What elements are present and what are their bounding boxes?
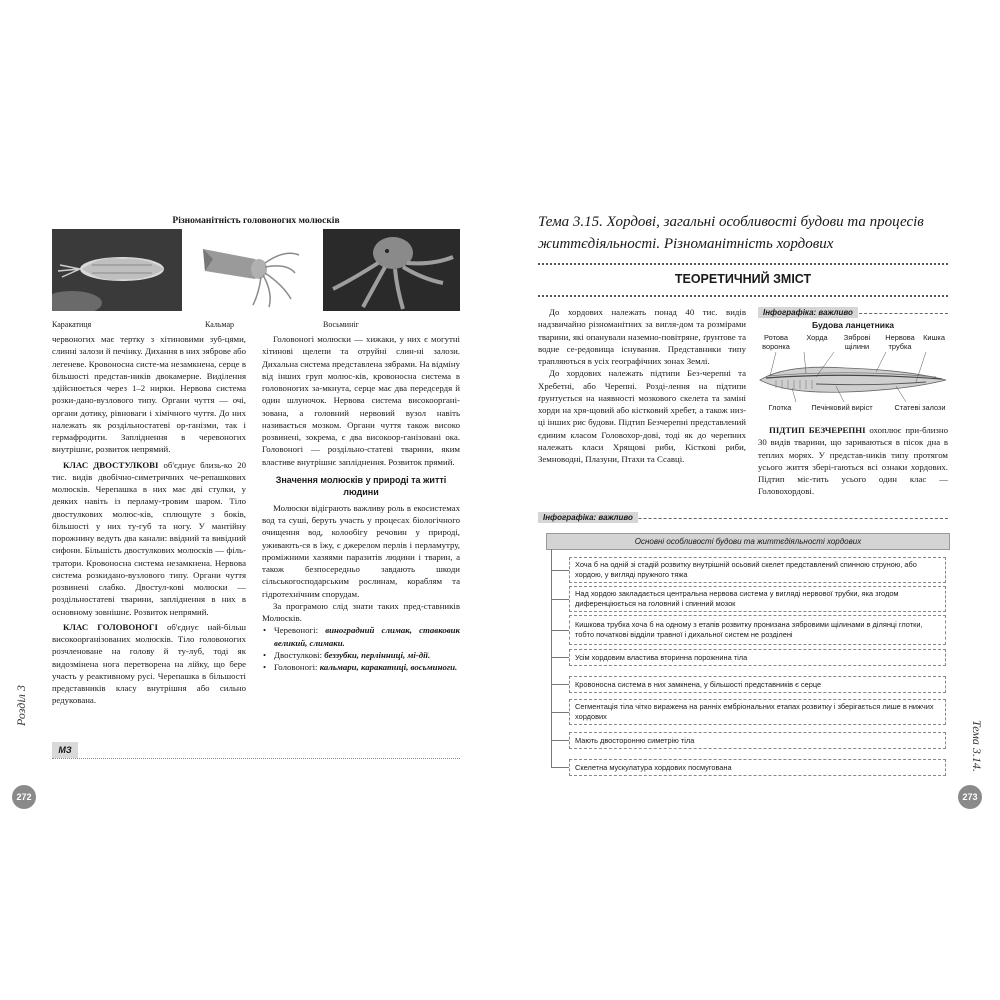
cephalopod-paragraph <box>52 621 246 707</box>
connector-arrow <box>551 740 569 741</box>
caption-octopus: Восьминіг <box>323 320 359 329</box>
feature-box <box>569 759 946 776</box>
bivalve-class-title: КЛАС ДВОСТУЛКОВІ <box>63 459 159 470</box>
feature-text: Сегментація тіла чітко виражена на ранніх ембріональних етапах розвитку і зберігається лише в нижчих хордових <box>575 702 934 721</box>
label-hepatic-outgrowth: Печінковий виріст <box>811 403 873 412</box>
cuttlefish-photo <box>52 229 182 311</box>
feature-box <box>569 676 946 693</box>
feature-text: Хоча б на одній зі стадій розвитку внутрішній осьовий скелет представлений спинною струною, або хордою, у вигляді пружного тяжа <box>575 560 917 579</box>
label-nerve-tube: Нервова трубка <box>885 333 915 351</box>
feature-box <box>569 649 946 666</box>
connector-arrow <box>551 570 569 571</box>
feature-text: Усім хордовим властива вторинна порожнина тіла <box>575 652 748 662</box>
feature-box <box>569 615 946 645</box>
lancelet-illustration <box>756 352 950 409</box>
bivalve-class-text: об'єднує близь-ко 20 тис. видів двобічно-симетричних че-репашкових молюсків. Черепашка в них має дві стулки, у деяких навіть із перламу-тровим шаром. Тіло двостулкових молюс-ків, сплющуте з боків, більшості у них ту-губ та ногу. У мантійну порожнину ведуть два канали: ввідний та вивідний сифони. Більшість двостулкових молюсків — філь-тратори. Кровоносна система незамкнена. Нервова система розкидано-вузлового типу. Органи чуття розвинені слабко. Двостул-кові молюски — роздільностатеві тварини, запліднення в них в основному зовнішнє. Розвиток непрямий. <box>52 459 246 617</box>
feature-box <box>569 699 946 725</box>
rep-label: Головоногі: <box>274 662 320 672</box>
cephalopod-details: Головоногі молюски — хижаки, у них є могутні хітинові щелепи та отруйні слин-ні залози. Дихальна система представлена зябрами. На відміну від інших груп молюс-ків, кровоносна система в головоногих за-мкнута, серце має два передсердя й один шлуночок. Нервова система високоорганi-зована, а головний нервовий вузол навіть називається мозком. Органи чуття також високо розвинені, зокрема, є два високоор-ганізовані ока. Головоногі — роздільно-статеві тварини, яким властиве внутрішнє запліднення. Розвиток прямий. <box>262 334 460 467</box>
topic-side-label <box>969 720 984 772</box>
subphylum-text <box>758 424 948 498</box>
octopus-illustration <box>323 229 460 311</box>
octopus-photo <box>323 229 460 311</box>
cephalopod-class-title: КЛАС ГОЛОВОНОГІ <box>63 621 158 632</box>
rep-label: Двостулкові: <box>274 649 325 660</box>
text-column-1 <box>52 333 246 707</box>
lancelet-title: Будова ланцетника <box>812 320 894 330</box>
section-side-label <box>14 685 29 726</box>
feature-text: Мають двосторонню симетрію тіла <box>575 735 695 745</box>
feature-box <box>569 732 946 749</box>
feature-box <box>569 586 946 612</box>
notes-line <box>52 742 460 759</box>
label-mouth-funnel: Ротова воронка <box>762 333 790 351</box>
squid-illustration <box>195 229 307 311</box>
features-header: Основні особливості будови та життєдіяльності хордових <box>546 533 950 550</box>
rep-items: виноградний слимак, ставковик великий, слимаки. <box>274 625 461 648</box>
side-label-text: Розділ 3 <box>14 685 28 726</box>
rep-label: Черевоногі: <box>274 625 326 636</box>
info-label: Інфографіка: важливо <box>758 307 858 318</box>
intro-paragraph-1: До хордових належать понад 40 тис. видів надзвичайно різноманітних за вигля-дом та розмірами тварини, які опанували наземно-повітряне, ґрунтове та водне се-редовища існування. Представники типу трапляються в усіх географічних зонах Землі. <box>538 307 746 366</box>
label-gill-slits: Зяброві щілини <box>843 333 871 351</box>
bivalve-paragraph <box>52 459 246 618</box>
cuttlefish-illustration <box>52 229 182 311</box>
gastropod-paragraph: червоногих має тертку з хітиновими зуб-цями, слинні залози й печінку. Дихання в них зяброве або легеневе. Кровоносна систе-ма незамкнена, серце в більшості представ-ників двокамерне. Виділення здійснюється через 1–2 нирки. Нервова система розки-дано-вузлового типу. Органи чуття — очі, органи дотику, рівноваги і хімічного чуття. До них належать як роздільностатеві ор-ганізми, так і гермафродити. Запліднення в черевоногих внутрішнє, розвиток непрямий. <box>52 334 246 455</box>
intro-column <box>538 306 746 465</box>
connector-arrow <box>551 767 569 768</box>
caption-cuttlefish: Каракатиця <box>52 320 92 329</box>
label-intestine: Кишка <box>923 333 945 342</box>
feature-text: Кишкова трубка хоча б на одному з етапів розвитку пронизана зябровими щілинами в ділянці глотки, тобто початкові відділи травної і дихальної систем не розділені <box>575 620 923 639</box>
label-gonads: Статеві залози <box>894 403 946 412</box>
connector-arrow <box>551 599 569 600</box>
importance-heading: Значення молюсків у природі та житті людини <box>275 474 447 497</box>
label-pharynx: Глотка <box>768 403 792 412</box>
connector-arrow <box>551 684 569 685</box>
rep-items: кальмари, каракатиці, восьминоги. <box>319 662 458 672</box>
program-text: За програмою слід знати таких пред-ставників Молюсків. <box>262 600 460 623</box>
connector-line <box>551 549 552 768</box>
importance-text: Молюски відіграють важливу роль в екосистемах вод та суші, беруть участь у процесах біологічного очищення вод, колообігу речовин у природі, уживають-ся в їжу, є джерелом перлів і перламутру, проміжними хазяями паразитів людини і тварин, а також безпосередньо завдають шкоди сільськогосподарським рослинам, кораблям та гідротехнічним спорудам. <box>262 502 460 599</box>
subphylum-body: охоплює при-близно 30 видів тварини, що зариваються в пісок дна в теплих морях. У представ-ників типу протягом усього життя збері-гаються всі ознаки хордових. Підтип міс-тить усього один клас — Головохордові. <box>758 425 949 497</box>
feature-text: Кровоносна система в них замкнена, у більшості представників є серце <box>575 679 822 689</box>
list-item <box>262 661 460 673</box>
subphylum-paragraph <box>758 424 948 498</box>
page-number-left: 272 <box>12 785 36 809</box>
cephalopod-class-text: об'єднує най-більш високоорганізованих молюсків. Тіло головоногих розчленоване на голову й ту-луб, тоді як видозмінена нога перетворена на лійку, що бере участь у реактивному русі. Черепашка в більшості представників класу внутрішня або сильно редукована. <box>52 621 246 706</box>
gallery-title: Різноманітність головоногих молюсків <box>172 216 340 226</box>
dotted-divider <box>538 295 948 297</box>
representatives-list <box>262 624 460 673</box>
caption-squid: Кальмар <box>205 320 235 329</box>
intro-paragraph-2: До хордових належать підтипи Без-черепні та Хребетні, або Черепні. Розді-лення на підтипи ґрунтується на наявності мозкового скелета та заміні хорди на хря-щовий або кістковий хребет, а також низ-ці інших рис будови. Підтип Безчерепні представлений єдиним класом Головохор-дові, тоді як до черепних належать класи Хрящові риби, Кісткові риби, Земноводні, Плазуни, Птахи та Ссавці. <box>538 368 746 464</box>
subphylum-title: ПІДТИП БЕЗЧЕРЕПНІ <box>769 425 866 435</box>
feature-text: Над хордою закладається центральна нервова система у вигляді нервової трубки, яка згодом диференціюється на головний і спинний мозок <box>575 589 899 608</box>
list-item <box>262 624 460 649</box>
mz-badge: МЗ <box>52 742 78 758</box>
feature-text: Скелетна мускулатура хордових посмугована <box>575 762 732 772</box>
lancelet-drawing <box>756 352 950 404</box>
connector-arrow <box>551 630 569 631</box>
squid-photo <box>195 229 307 311</box>
theory-heading: ТЕОРЕТИЧНИЙ ЗМІСТ <box>674 272 812 286</box>
rep-items: беззубки, перлінниці, мі-дії. <box>324 649 431 660</box>
connector-arrow <box>551 657 569 658</box>
page-number-right: 273 <box>958 785 982 809</box>
topic-title: Тема 3.15. Хордові, загальні особливості будови та процесів життєдіяльності. Різноманітність хордових <box>538 214 924 252</box>
label-notochord: Хорда <box>806 333 828 342</box>
feature-box <box>569 557 946 583</box>
side-label-text: Тема 3.14. <box>970 720 984 772</box>
info-label: Інфографіка: важливо <box>538 512 638 523</box>
text-column-2 <box>262 333 460 673</box>
connector-arrow <box>551 712 569 713</box>
list-item <box>262 649 460 661</box>
dotted-divider <box>538 263 948 265</box>
